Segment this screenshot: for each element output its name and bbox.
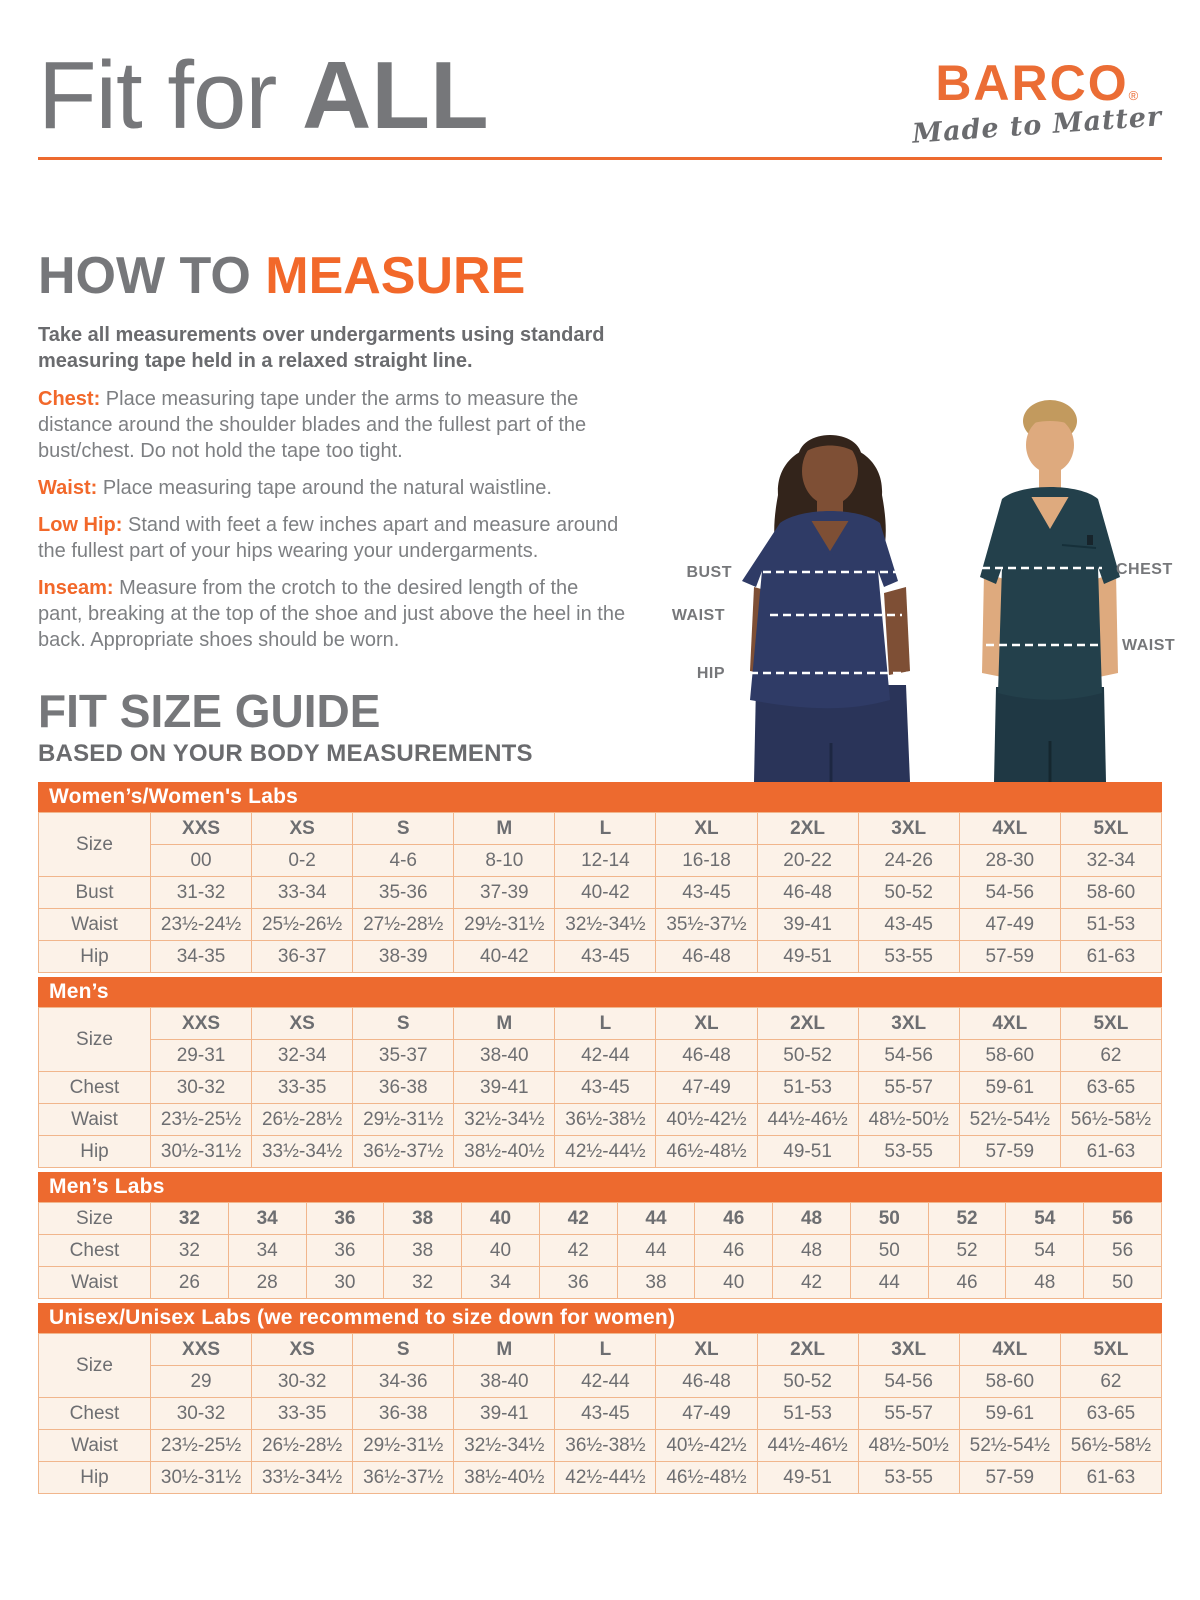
row-label-cell: Waist [39, 1104, 151, 1136]
measurement-value-cell: 32 [151, 1235, 229, 1267]
size-table-block [38, 782, 1162, 973]
measurement-value-cell: 42 [539, 1235, 617, 1267]
size-header-cell: 5XL [1060, 1334, 1161, 1366]
measurement-value-cell: 49-51 [757, 941, 858, 973]
measurement-value-cell: 33-35 [252, 1398, 353, 1430]
measurement-value-cell: 33-35 [252, 1072, 353, 1104]
numeric-size-cell: 42-44 [555, 1366, 656, 1398]
measure-item-lowhip [38, 512, 628, 564]
measurement-value-cell: 34 [462, 1267, 540, 1299]
measurement-value-cell: 51-53 [757, 1398, 858, 1430]
measure-item-chest-text: Place measuring tape under the arms to measure the distance around the shoulder blades and the fullest part of the bust/chest. Do not hold the tape too tight. [38, 388, 587, 462]
measure-item-lowhip-text: Stand with feet a few inches apart and measure around the fullest part of your hips wearing your undergarments. [38, 514, 619, 562]
table-banner: Men’s [38, 977, 1162, 1007]
table-banner: Unisex/Unisex Labs (we recommend to size down for women) [38, 1303, 1162, 1333]
registered-trademark-icon: ® [1128, 88, 1139, 103]
measurement-value-cell: 56½-58½ [1060, 1430, 1161, 1462]
orange-divider-rule [38, 157, 1162, 160]
size-header-cell: M [454, 813, 555, 845]
size-column-label: Size [39, 1008, 151, 1072]
numeric-size-cell: 54-56 [858, 1366, 959, 1398]
measurement-value-cell: 35-36 [353, 877, 454, 909]
measurement-models-figure [650, 375, 1176, 782]
row-label-cell: Hip [39, 941, 151, 973]
measurement-value-cell: 46-48 [757, 877, 858, 909]
numeric-size-cell: 42-44 [555, 1040, 656, 1072]
measure-item-waist [38, 475, 628, 501]
measurement-value-cell: 26½-28½ [252, 1104, 353, 1136]
size-header-cell: 40 [462, 1203, 540, 1235]
measurement-value-cell: 35½-37½ [656, 909, 757, 941]
fit-size-guide-subheading: BASED ON YOUR BODY MEASUREMENTS [38, 740, 533, 767]
measurement-value-cell: 36 [539, 1267, 617, 1299]
measurement-value-cell: 38-39 [353, 941, 454, 973]
measurement-value-cell: 26 [151, 1267, 229, 1299]
how-to-measure-heading-accent: MEASURE [265, 247, 526, 305]
row-label-cell: Hip [39, 1136, 151, 1168]
measurement-value-cell: 61-63 [1060, 1462, 1161, 1494]
measurement-value-cell: 63-65 [1060, 1072, 1161, 1104]
measurement-value-cell: 43-45 [858, 909, 959, 941]
measurement-row [39, 1430, 1162, 1462]
measurement-row [39, 877, 1162, 909]
numeric-size-cell: 62 [1060, 1366, 1161, 1398]
numeric-size-cell: 58-60 [959, 1366, 1060, 1398]
size-header-cell: XL [656, 1008, 757, 1040]
measurement-value-cell: 39-41 [454, 1072, 555, 1104]
measure-intro-text: Take all measurements over undergarments using standard measuring tape held in a relaxed straight line. [38, 324, 605, 372]
measurement-value-cell: 34-35 [151, 941, 252, 973]
pocket-tag [1087, 535, 1093, 545]
measurement-value-cell: 33½-34½ [252, 1136, 353, 1168]
measurement-value-cell: 56 [1084, 1235, 1162, 1267]
size-header-cell: 2XL [757, 1334, 858, 1366]
how-to-measure-heading-gray: HOW TO [38, 247, 266, 305]
size-header-cell: 4XL [959, 813, 1060, 845]
size-header-cell: 2XL [757, 1008, 858, 1040]
measurement-value-cell: 48½-50½ [858, 1430, 959, 1462]
measurement-value-cell: 26½-28½ [252, 1430, 353, 1462]
numeric-size-cell: 30-32 [252, 1366, 353, 1398]
size-header-cell: S [353, 1008, 454, 1040]
size-header-cell: 38 [384, 1203, 462, 1235]
measurement-value-cell: 42½-44½ [555, 1136, 656, 1168]
measurement-row [39, 1136, 1162, 1168]
barco-logo-text: BARCO [935, 55, 1129, 111]
measurement-value-cell: 32½-34½ [555, 909, 656, 941]
row-label-cell: Chest [39, 1072, 151, 1104]
measurement-value-cell: 29½-31½ [353, 1430, 454, 1462]
measurement-value-cell: 30½-31½ [151, 1136, 252, 1168]
measurement-value-cell: 51-53 [1060, 909, 1161, 941]
size-header-cell: XS [252, 1008, 353, 1040]
size-header-cell: 34 [228, 1203, 306, 1235]
size-header-cell: XL [656, 1334, 757, 1366]
measurement-value-cell: 46 [928, 1267, 1006, 1299]
numeric-size-cell: 20-22 [757, 845, 858, 877]
measurement-value-cell: 32½-34½ [454, 1430, 555, 1462]
measurement-value-cell: 32 [384, 1267, 462, 1299]
numeric-size-cell: 16-18 [656, 845, 757, 877]
size-tables-container [38, 782, 1162, 1494]
measurement-value-cell: 38½-40½ [454, 1462, 555, 1494]
measurement-value-cell: 44½-46½ [757, 1430, 858, 1462]
how-to-measure-heading [38, 247, 628, 305]
numeric-size-cell: 50-52 [757, 1366, 858, 1398]
measure-item-inseam [38, 575, 628, 653]
numeric-size-cell: 38-40 [454, 1040, 555, 1072]
measurement-value-cell: 43-45 [656, 877, 757, 909]
measurement-value-cell: 23½-25½ [151, 1104, 252, 1136]
measurement-row [39, 1104, 1162, 1136]
measurement-value-cell: 49-51 [757, 1136, 858, 1168]
numeric-size-cell: 29-31 [151, 1040, 252, 1072]
measurement-value-cell: 54 [1006, 1235, 1084, 1267]
numeric-size-cell: 4-6 [353, 845, 454, 877]
measurement-value-cell: 50 [1084, 1267, 1162, 1299]
chest-label: CHEST [1116, 561, 1173, 578]
measurement-value-cell: 25½-26½ [252, 909, 353, 941]
measurement-value-cell: 33½-34½ [252, 1462, 353, 1494]
how-to-measure-section [38, 247, 628, 664]
waist-right-label: WAIST [1122, 637, 1176, 654]
barco-logo [910, 55, 1163, 150]
size-header-cell: M [454, 1008, 555, 1040]
size-table-block [38, 977, 1162, 1168]
measurement-value-cell: 46 [695, 1235, 773, 1267]
barco-logo-wordmark [912, 55, 1162, 111]
page-title-bold: ALL [302, 42, 489, 149]
measurement-value-cell: 43-45 [555, 941, 656, 973]
measurement-value-cell: 36 [306, 1235, 384, 1267]
measurement-value-cell: 59-61 [959, 1072, 1060, 1104]
numeric-size-cell: 8-10 [454, 845, 555, 877]
measurement-value-cell: 36½-37½ [353, 1462, 454, 1494]
measure-item-lowhip-label: Low Hip: [38, 514, 123, 536]
size-header-cell: L [555, 813, 656, 845]
size-table [38, 1202, 1162, 1299]
numeric-size-cell: 35-37 [353, 1040, 454, 1072]
measurement-value-cell: 36½-38½ [555, 1430, 656, 1462]
measurement-value-cell: 46½-48½ [656, 1462, 757, 1494]
size-header-cell: 4XL [959, 1008, 1060, 1040]
measurement-value-cell: 31-32 [151, 877, 252, 909]
table-header-row [39, 1334, 1162, 1366]
measurement-value-cell: 30-32 [151, 1072, 252, 1104]
size-header-cell: 52 [928, 1203, 1006, 1235]
size-table-block [38, 1172, 1162, 1299]
numeric-size-cell: 12-14 [555, 845, 656, 877]
measurement-value-cell: 44 [850, 1267, 928, 1299]
measurement-value-cell: 47-49 [959, 909, 1060, 941]
measure-item-inseam-label: Inseam: [38, 577, 114, 599]
measurement-value-cell: 36½-38½ [555, 1104, 656, 1136]
numeric-size-cell: 62 [1060, 1040, 1161, 1072]
measurement-value-cell: 55-57 [858, 1072, 959, 1104]
size-header-cell: S [353, 813, 454, 845]
measurement-value-cell: 51-53 [757, 1072, 858, 1104]
measurement-value-cell: 59-61 [959, 1398, 1060, 1430]
measurement-row [39, 1072, 1162, 1104]
measurement-row [39, 1235, 1162, 1267]
measurement-value-cell: 46-48 [656, 941, 757, 973]
measurement-value-cell: 44½-46½ [757, 1104, 858, 1136]
measure-item-chest [38, 386, 628, 464]
size-header-cell: 48 [773, 1203, 851, 1235]
measurement-value-cell: 49-51 [757, 1462, 858, 1494]
row-label-cell: Chest [39, 1398, 151, 1430]
measurement-value-cell: 48½-50½ [858, 1104, 959, 1136]
size-header-cell: XS [252, 813, 353, 845]
measurement-value-cell: 23½-24½ [151, 909, 252, 941]
size-header-cell: S [353, 1334, 454, 1366]
numeric-size-row [39, 1366, 1162, 1398]
size-header-cell: 50 [850, 1203, 928, 1235]
measurement-value-cell: 30½-31½ [151, 1462, 252, 1494]
measurement-value-cell: 52½-54½ [959, 1104, 1060, 1136]
size-header-cell: 54 [1006, 1203, 1084, 1235]
numeric-size-cell: 54-56 [858, 1040, 959, 1072]
row-label-cell: Waist [39, 1267, 151, 1299]
measurement-value-cell: 57-59 [959, 941, 1060, 973]
table-header-row [39, 1008, 1162, 1040]
measurement-value-cell: 57-59 [959, 1136, 1060, 1168]
measurement-value-cell: 36-38 [353, 1072, 454, 1104]
numeric-size-cell: 34-36 [353, 1366, 454, 1398]
table-banner: Men’s Labs [38, 1172, 1162, 1202]
measurement-value-cell: 36-38 [353, 1398, 454, 1430]
measurement-row [39, 909, 1162, 941]
measurement-value-cell: 63-65 [1060, 1398, 1161, 1430]
woman-model [742, 435, 910, 782]
measurement-row [39, 1398, 1162, 1430]
measurement-value-cell: 48 [773, 1235, 851, 1267]
size-column-label: Size [39, 1203, 151, 1235]
measurement-value-cell: 47-49 [656, 1072, 757, 1104]
size-column-label: Size [39, 813, 151, 877]
fit-size-guide-heading: FIT SIZE GUIDE [38, 685, 381, 737]
measurement-value-cell: 38 [617, 1267, 695, 1299]
measurement-value-cell: 36-37 [252, 941, 353, 973]
size-header-cell: 36 [306, 1203, 384, 1235]
measurement-value-cell: 38 [384, 1235, 462, 1267]
measurement-value-cell: 53-55 [858, 1462, 959, 1494]
size-table [38, 812, 1162, 973]
measure-item-waist-label: Waist: [38, 477, 98, 499]
measurement-value-cell: 40 [695, 1267, 773, 1299]
measurement-value-cell: 32½-34½ [454, 1104, 555, 1136]
measurement-value-cell: 29½-31½ [454, 909, 555, 941]
numeric-size-cell: 46-48 [656, 1366, 757, 1398]
size-column-label: Size [39, 1334, 151, 1398]
row-label-cell: Waist [39, 909, 151, 941]
measure-item-waist-text: Place measuring tape around the natural waistline. [97, 477, 552, 499]
measurement-value-cell: 30-32 [151, 1398, 252, 1430]
numeric-size-cell: 58-60 [959, 1040, 1060, 1072]
measurement-value-cell: 52 [928, 1235, 1006, 1267]
measurement-value-cell: 58-60 [1060, 877, 1161, 909]
measurement-value-cell: 47-49 [656, 1398, 757, 1430]
numeric-size-cell: 32-34 [1060, 845, 1161, 877]
page-title [38, 42, 489, 149]
measurement-value-cell: 61-63 [1060, 941, 1161, 973]
table-banner: Women’s/Women's Labs [38, 782, 1162, 812]
numeric-size-cell: 00 [151, 845, 252, 877]
measurement-value-cell: 55-57 [858, 1398, 959, 1430]
page-title-light: Fit for [38, 42, 303, 149]
size-header-cell: 46 [695, 1203, 773, 1235]
measurement-value-cell: 42½-44½ [555, 1462, 656, 1494]
measurement-value-cell: 40 [462, 1235, 540, 1267]
measurement-row [39, 941, 1162, 973]
measurement-value-cell: 50-52 [858, 877, 959, 909]
measurement-value-cell: 37-39 [454, 877, 555, 909]
numeric-size-cell: 28-30 [959, 845, 1060, 877]
size-table-block [38, 1303, 1162, 1494]
size-header-cell: M [454, 1334, 555, 1366]
hip-label: HIP [696, 665, 725, 682]
row-label-cell: Chest [39, 1235, 151, 1267]
measure-item-chest-label: Chest: [38, 388, 101, 410]
numeric-size-row [39, 1040, 1162, 1072]
measurement-value-cell: 42 [773, 1267, 851, 1299]
measurement-value-cell: 53-55 [858, 941, 959, 973]
size-header-cell: 4XL [959, 1334, 1060, 1366]
measurement-value-cell: 39-41 [757, 909, 858, 941]
size-header-cell: 44 [617, 1203, 695, 1235]
numeric-size-cell: 32-34 [252, 1040, 353, 1072]
measurement-value-cell: 57-59 [959, 1462, 1060, 1494]
numeric-size-cell: 38-40 [454, 1366, 555, 1398]
measurement-value-cell: 34 [228, 1235, 306, 1267]
measurement-value-cell: 43-45 [555, 1398, 656, 1430]
measurement-value-cell: 46½-48½ [656, 1136, 757, 1168]
size-header-cell: 5XL [1060, 813, 1161, 845]
measurement-value-cell: 23½-25½ [151, 1430, 252, 1462]
size-header-cell: L [555, 1008, 656, 1040]
measurement-value-cell: 52½-54½ [959, 1430, 1060, 1462]
size-header-cell: 2XL [757, 813, 858, 845]
numeric-size-cell: 29 [151, 1366, 252, 1398]
bust-label: BUST [686, 564, 732, 581]
size-header-cell: 32 [151, 1203, 229, 1235]
size-header-cell: 56 [1084, 1203, 1162, 1235]
measurement-value-cell: 33-34 [252, 877, 353, 909]
size-header-cell: 5XL [1060, 1008, 1161, 1040]
size-header-cell: 3XL [858, 1334, 959, 1366]
row-label-cell: Hip [39, 1462, 151, 1494]
measurement-value-cell: 40½-42½ [656, 1104, 757, 1136]
measurement-value-cell: 39-41 [454, 1398, 555, 1430]
numeric-size-cell: 24-26 [858, 845, 959, 877]
size-header-cell: XXS [151, 1008, 252, 1040]
measurement-value-cell: 48 [1006, 1267, 1084, 1299]
measurement-row [39, 1267, 1162, 1299]
measurement-value-cell: 40-42 [555, 877, 656, 909]
measure-item-inseam-text: Measure from the crotch to the desired length of the pant, breaking at the top of the shoe and just above the heel in the back. Appropriate shoes should be worn. [38, 577, 626, 651]
man-model [980, 400, 1120, 782]
measurement-value-cell: 54-56 [959, 877, 1060, 909]
table-header-row [39, 1203, 1162, 1235]
measurement-value-cell: 40½-42½ [656, 1430, 757, 1462]
barco-logo-tagline: Made to Matter [910, 101, 1163, 150]
measurement-row [39, 1462, 1162, 1494]
size-header-cell: 3XL [858, 1008, 959, 1040]
size-header-cell: 3XL [858, 813, 959, 845]
measurement-value-cell: 61-63 [1060, 1136, 1161, 1168]
waist-left-label: WAIST [671, 607, 725, 624]
size-header-cell: L [555, 1334, 656, 1366]
size-table [38, 1333, 1162, 1494]
size-header-cell: XXS [151, 813, 252, 845]
measurement-value-cell: 50 [850, 1235, 928, 1267]
measurement-value-cell: 43-45 [555, 1072, 656, 1104]
measurement-value-cell: 36½-37½ [353, 1136, 454, 1168]
measurement-value-cell: 56½-58½ [1060, 1104, 1161, 1136]
row-label-cell: Waist [39, 1430, 151, 1462]
measurement-value-cell: 53-55 [858, 1136, 959, 1168]
size-header-cell: XS [252, 1334, 353, 1366]
size-table [38, 1007, 1162, 1168]
measurement-value-cell: 38½-40½ [454, 1136, 555, 1168]
size-header-cell: XXS [151, 1334, 252, 1366]
measurement-value-cell: 44 [617, 1235, 695, 1267]
numeric-size-cell: 46-48 [656, 1040, 757, 1072]
numeric-size-row [39, 845, 1162, 877]
size-header-cell: 42 [539, 1203, 617, 1235]
measurement-value-cell: 29½-31½ [353, 1104, 454, 1136]
measurement-value-cell: 28 [228, 1267, 306, 1299]
measurement-value-cell: 40-42 [454, 941, 555, 973]
measurement-value-cell: 30 [306, 1267, 384, 1299]
numeric-size-cell: 50-52 [757, 1040, 858, 1072]
measurement-value-cell: 27½-28½ [353, 909, 454, 941]
table-header-row [39, 813, 1162, 845]
row-label-cell: Bust [39, 877, 151, 909]
numeric-size-cell: 0-2 [252, 845, 353, 877]
size-header-cell: XL [656, 813, 757, 845]
